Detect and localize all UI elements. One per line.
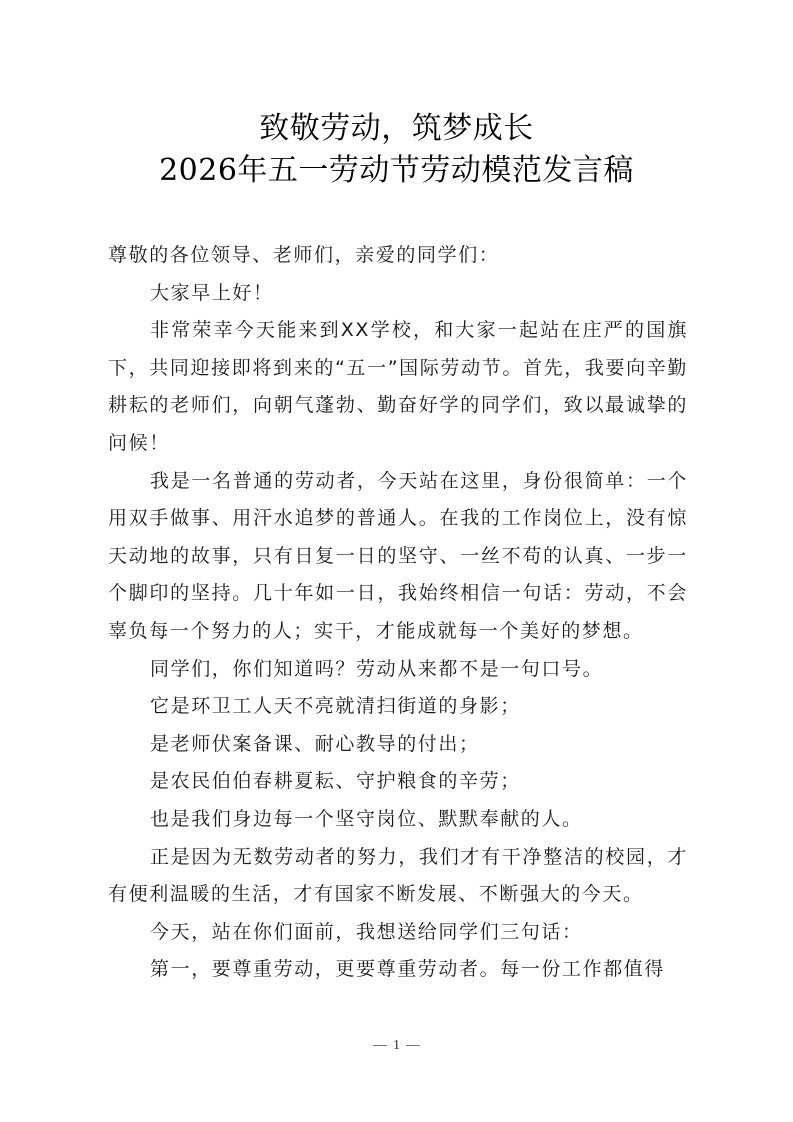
paragraph: 非常荣幸今天能来到XX学校，和大家一起站在庄严的国旗下，共同迎接即将到来的“五一”国际劳动节。首先，我要向辛勤耕耘的老师们，向朝气蓬勃、勤奋好学的同学们，致以最诚挚的问候！ (108, 319, 688, 454)
paragraph: 今天，站在你们面前，我想送给同学们三句话： (150, 920, 583, 943)
paragraph: 它是环卫工人天不亮就清扫街道的身影； (150, 695, 521, 718)
title-line-2: 2026年五一劳动节劳动模范发言稿 (159, 153, 634, 188)
footer-dash-left (373, 1045, 387, 1046)
document-title (0, 108, 793, 192)
paragraph: 正是因为无数劳动者的努力，我们才有干净整洁的校园，才有便利温暖的生活，才有国家不断发展、不断强大的今天。 (108, 845, 688, 906)
paragraph: 是农民伯伯春耕夏耘、守护粮食的辛劳； (150, 770, 521, 793)
footer-dash-right (406, 1045, 420, 1046)
paragraph-greeting: 大家早上好！ (150, 281, 274, 304)
document-body (108, 237, 688, 989)
paragraph: 同学们，你们知道吗？劳动从来都不是一句口号。 (150, 657, 604, 680)
paragraph: 第一，要尊重劳动，更要尊重劳动者。每一份工作都值得 (150, 958, 666, 981)
paragraph: 也是我们身边每一个坚守岗位、默默奉献的人。 (150, 807, 583, 830)
page-footer (0, 1038, 793, 1054)
paragraph: 是老师伏案备课、耐心教导的付出； (150, 732, 480, 755)
paragraph-salutation: 尊敬的各位领导、老师们，亲爱的同学们： (108, 244, 500, 266)
page-number: 1 (393, 1038, 400, 1053)
title-line-1: 致敬劳动，筑梦成长 (259, 111, 534, 146)
paragraph: 我是一名普通的劳动者，今天站在这里，身份很简单：一个用双手做事、用汗水追梦的普通人。在我的工作岗位上，没有惊天动地的故事，只有日复一日的坚守、一丝不苟的认真、一步一个脚印的坚持。几十年如一日，我始终相信一句话：劳动，不会辜负每一个努力的人；实干，才能成就每一个美好的梦想。 (108, 469, 688, 642)
